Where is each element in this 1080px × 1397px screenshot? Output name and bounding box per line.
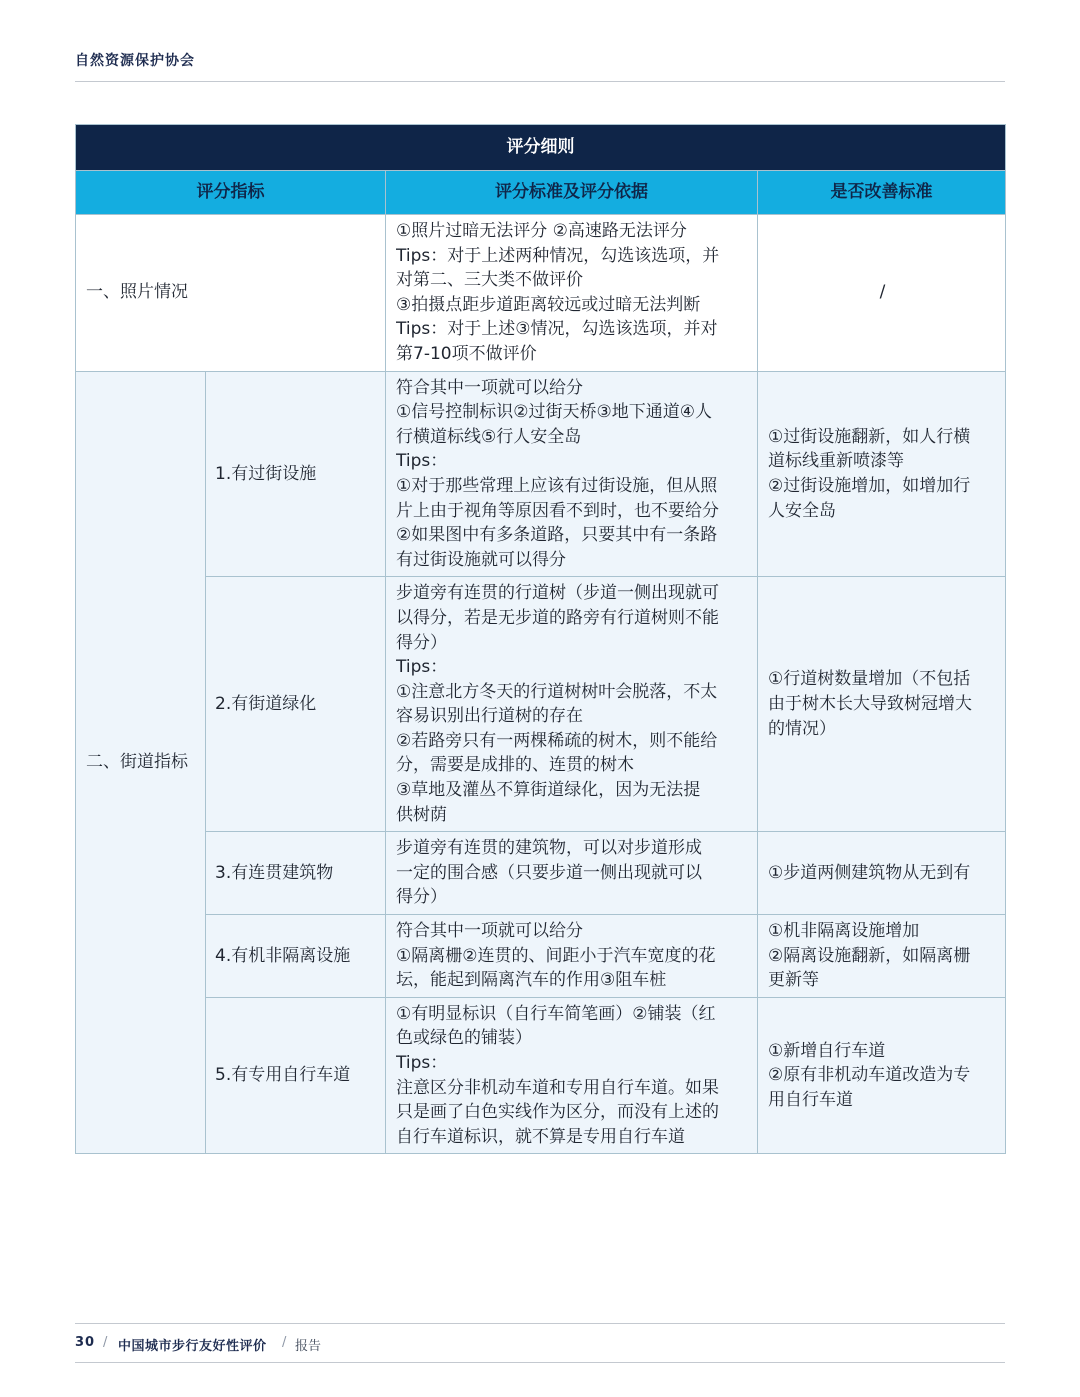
improvement-cell (758, 832, 1006, 915)
category-cell: 二、街道指标 (76, 371, 206, 1154)
criteria-cell (386, 832, 758, 915)
criteria-cell (386, 577, 758, 832)
table-row (76, 915, 1006, 998)
criteria-cell (386, 915, 758, 998)
scoring-table (75, 124, 1006, 1154)
criteria-line: ①信号控制标识②过街天桥③地下通道④人 (396, 402, 712, 423)
improvement-line: ①新增自行车道 (768, 1040, 886, 1061)
criteria-line: 得分） (396, 632, 447, 653)
footer-top-divider (75, 1323, 1005, 1324)
footer-bottom-divider (75, 1362, 1005, 1363)
table-row (76, 577, 1006, 832)
criteria-line: 符合其中一项就可以给分 (396, 377, 583, 398)
table-row (76, 371, 1006, 577)
criteria-line: ①对于那些常理上应该有过街设施，但从照 (396, 475, 718, 496)
criteria-line: Tips： (396, 657, 448, 678)
criteria-line: ①有明显标识（自行车简笔画）②铺装（红 (396, 1003, 716, 1024)
footer-separator: / (282, 1335, 287, 1350)
criteria-line: 有过街设施就可以得分 (396, 549, 566, 570)
report-label: 报告 (295, 1339, 322, 1354)
criteria-line: ②若路旁只有一两棵稀疏的树木，则不能给 (396, 730, 718, 751)
improvement-line: 道标线重新喷漆等 (768, 451, 904, 472)
criteria-line: 以得分，若是无步道的路旁有行道树则不能 (396, 607, 719, 628)
criteria-cell (386, 215, 758, 372)
criteria-cell (386, 371, 758, 577)
improvement-line: 用自行车道 (768, 1089, 853, 1110)
improvement-line: / (879, 282, 886, 303)
improvement-line: ②原有非机动车道改造为专 (768, 1065, 971, 1086)
header-divider (75, 81, 1005, 82)
criteria-line: ③拍摄点距步道距离较远或过暗无法判断 (396, 294, 701, 315)
improvement-cell (758, 577, 1006, 832)
criteria-line: 供树荫 (396, 804, 447, 825)
table-row (76, 997, 1006, 1154)
column-header-criteria: 评分标准及评分依据 (386, 171, 758, 215)
criteria-line: 片上由于视角等原因看不到时，也不要给分 (396, 500, 719, 521)
improvement-cell (758, 997, 1006, 1154)
footer-separator: / (103, 1335, 108, 1350)
criteria-line: 符合其中一项就可以给分 (396, 921, 583, 942)
improvement-line: ①步道两侧建筑物从无到有 (768, 862, 971, 883)
criteria-line: ②如果图中有多条道路，只要其中有一条路 (396, 525, 718, 546)
table-row (76, 215, 1006, 372)
criteria-line: 自行车道标识，就不算是专用自行车道 (396, 1126, 685, 1147)
page-number: 30 (75, 1335, 96, 1350)
indicator-cell: 3.有连贯建筑物 (206, 832, 386, 915)
criteria-line: Tips： (396, 1053, 448, 1073)
criteria-line: 注意区分非机动车道和专用自行车道。如果 (396, 1077, 719, 1098)
improvement-line: ①行道树数量增加（不包括 (768, 669, 971, 690)
indicator-cell: 1.有过街设施 (206, 371, 386, 577)
criteria-line: 容易识别出行道树的存在 (396, 706, 583, 727)
criteria-line: 行横道标线⑤行人安全岛 (396, 426, 582, 447)
indicator-cell: 4.有机非隔离设施 (206, 915, 386, 998)
criteria-line: ①隔离栅②连贯的、间距小于汽车宽度的花 (396, 945, 716, 966)
improvement-cell (758, 371, 1006, 577)
criteria-line: ③草地及灌丛不算街道绿化，因为无法提 (396, 780, 701, 801)
criteria-line: 一定的围合感（只要步道一侧出现就可以 (396, 862, 702, 883)
improvement-line: 由于树木长大导致树冠增大 (768, 693, 972, 714)
indicator-cell: 2.有街道绿化 (206, 577, 386, 832)
criteria-cell (386, 997, 758, 1154)
criteria-line: 色或绿色的铺装） (396, 1028, 532, 1049)
criteria-line: 坛，能起到隔离汽车的作用③阻车桩 (396, 970, 667, 991)
criteria-line: ①照片过暗无法评分 ②高速路无法评分 (396, 221, 687, 241)
criteria-line: 分，需要是成排的、连贯的树木 (396, 755, 634, 776)
criteria-line: ①注意北方冬天的行道树树叶会脱落，不太 (396, 681, 718, 702)
criteria-line: Tips：对于上述③情况，勾选该选项，并对 (396, 319, 718, 340)
improvement-cell (758, 215, 1006, 372)
table-title-row (76, 125, 1006, 171)
criteria-line: Tips： (396, 451, 448, 472)
improvement-line: 更新等 (768, 970, 819, 991)
improvement-line: 的情况） (768, 718, 836, 739)
improvement-cell (758, 915, 1006, 998)
report-title: 中国城市步行友好性评价 (118, 1339, 267, 1354)
criteria-line: 第7-10项不做评价 (396, 343, 537, 364)
criteria-line: 步道旁有连贯的建筑物，可以对步道形成 (396, 838, 702, 859)
criteria-line: 只是画了白色实线作为区分，而没有上述的 (396, 1102, 719, 1123)
improvement-line: ①机非隔离设施增加 (768, 921, 920, 942)
category-cell: 一、照片情况 (76, 215, 386, 372)
table-title: 评分细则 (76, 125, 1006, 171)
organization-name: 自然资源保护协会 (75, 53, 195, 69)
improvement-line: ①过街设施翻新，如人行横 (768, 426, 971, 447)
indicator-cell: 5.有专用自行车道 (206, 997, 386, 1154)
column-header-indicator: 评分指标 (76, 171, 386, 215)
criteria-line: 对第二、三大类不做评价 (396, 270, 583, 291)
criteria-line: 得分） (396, 887, 447, 908)
table-row (76, 832, 1006, 915)
improvement-line: ②过街设施增加，如增加行 (768, 475, 971, 496)
criteria-line: Tips：对于上述两种情况，勾选该选项，并 (396, 245, 720, 266)
improvement-line: 人安全岛 (768, 500, 836, 521)
criteria-line: 步道旁有连贯的行道树（步道一侧出现就可 (396, 583, 719, 604)
column-header-improvement: 是否改善标准 (758, 171, 1006, 215)
table-header-row (76, 171, 1006, 215)
improvement-line: ②隔离设施翻新，如隔离栅 (768, 945, 971, 966)
